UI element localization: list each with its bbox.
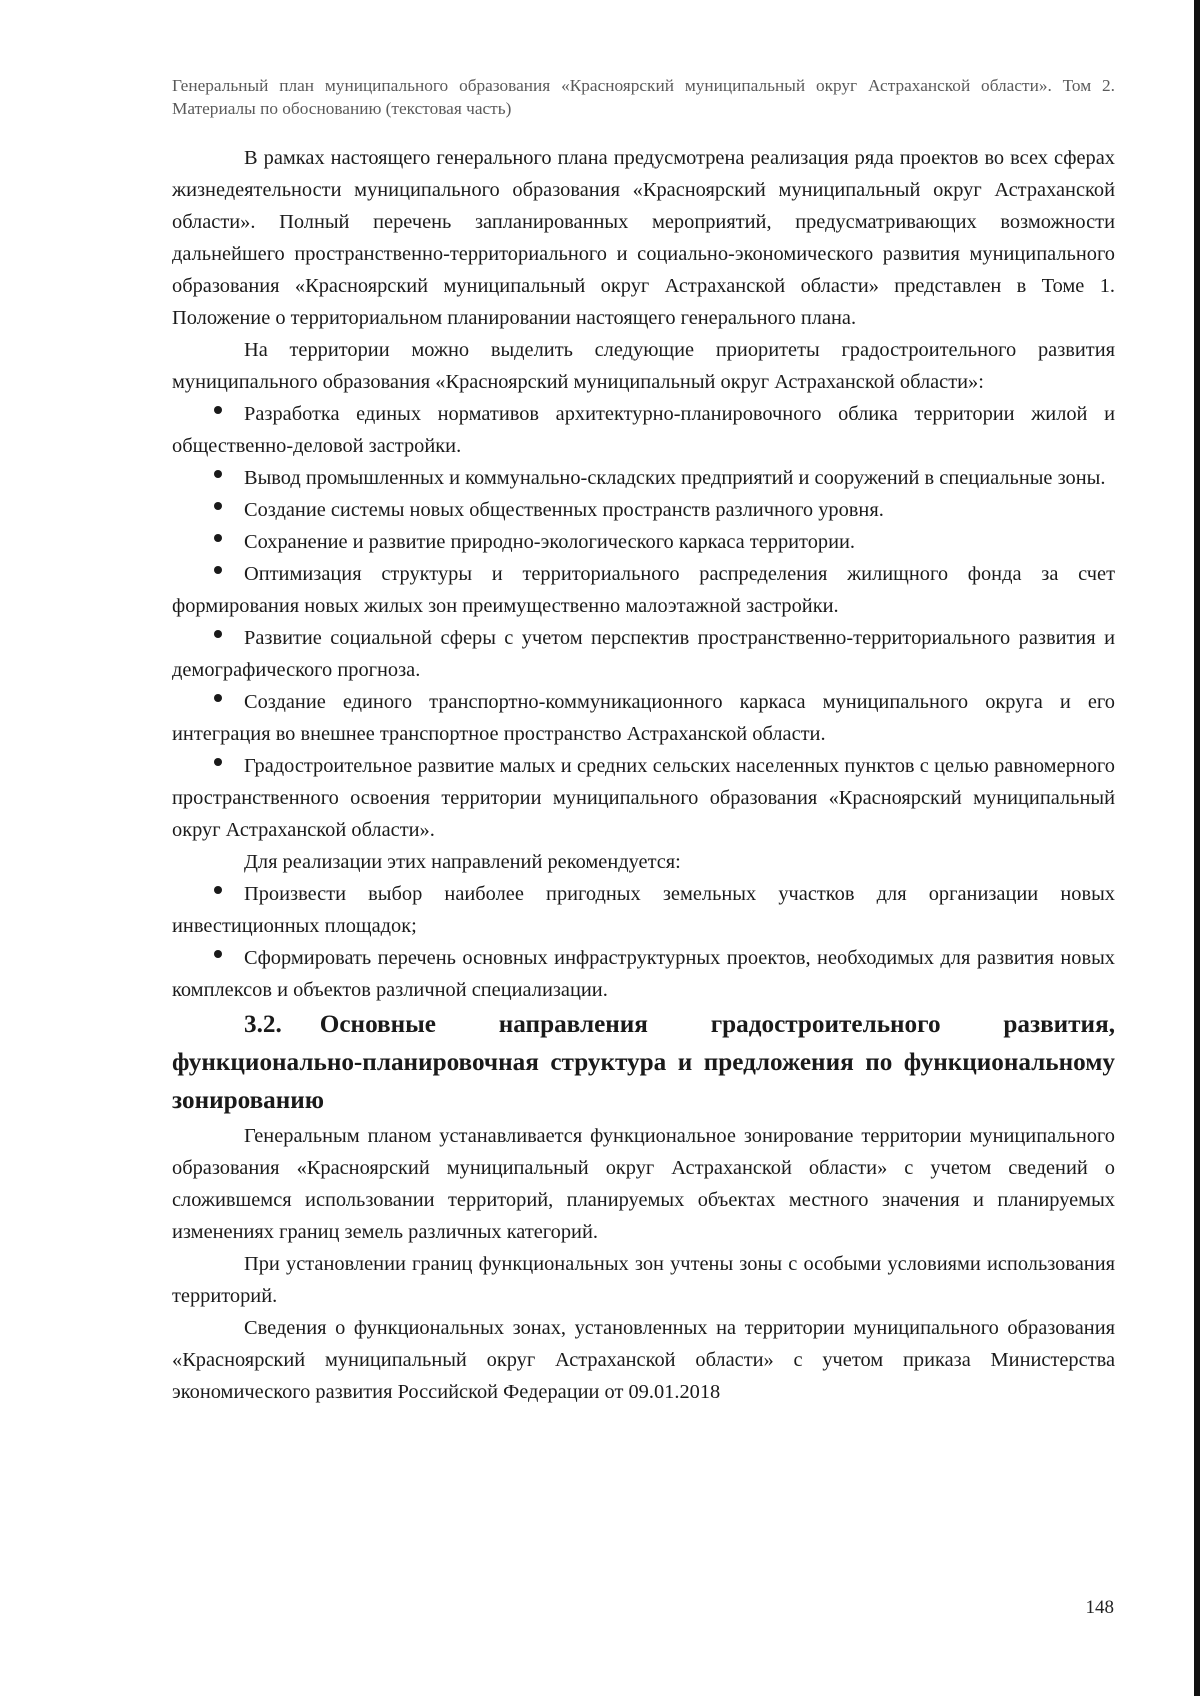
priority-item: Вывод промышленных и коммунально-складских предприятий и сооружений в специальные зоны. xyxy=(244,467,1106,489)
paragraph-zone-boundaries: При установлении границ функциональных зон учтены зоны с особыми условиями использования территорий. xyxy=(172,1253,1115,1307)
section-title: Основные направления градостроительного развития, функционально-планировочная структура и предложения по функциональному зонированию xyxy=(172,1011,1115,1114)
priority-item: Оптимизация структуры и территориального распределения жилищного фонда за счет формирования новых жилых зон преимущественно малоэтажной застройки. xyxy=(172,563,1115,617)
paragraph-priorities-lead: На территории можно выделить следующие приоритеты градостроительного развития муниципального образования «Красноярский муниципальный округ Астраханской области»: xyxy=(172,339,1115,393)
paragraph-recommendations-lead: Для реализации этих направлений рекомендуется: xyxy=(244,851,681,873)
paragraph-zone-info: Сведения о функциональных зонах, установленных на территории муниципального образования «Красноярский муниципальный округ Астраханской области» с учетом приказа Министерства экономического развития Российской Федерации от 09.01.2018 xyxy=(172,1317,1115,1403)
paragraph-zoning: Генеральным планом устанавливается функциональное зонирование территории муниципального образования «Красноярский муниципальный округ Астраханской области» с учетом сведений о сложившемся использовании территорий, планируемых объектах местного значения и планируемых изменениях границ земель различных категорий. xyxy=(172,1125,1115,1243)
running-header: Генеральный план муниципального образования «Красноярский муниципальный округ Астраханской области». Том 2. Материалы по обоснованию (текстовая часть) xyxy=(172,76,1115,118)
scan-edge xyxy=(1194,0,1200,1696)
section-heading xyxy=(172,1006,1115,1120)
priority-item: Разработка единых нормативов архитектурно-планировочного облика территории жилой и общественно-деловой застройки. xyxy=(172,403,1115,457)
paragraph-intro: В рамках настоящего генерального плана предусмотрена реализация ряда проектов во всех сферах жизнедеятельности муниципального образования «Красноярский муниципальный округ Астраханской области». Полный перечень запланированных мероприятий, предусматривающих возможности дальнейшего пространственно-территориального и социально-экономического развития муниципального образования «Красноярский муниципальный округ Астраханской области» представлен в Томе 1. Положение о территориальном планировании настоящего генерального плана. xyxy=(172,147,1115,329)
priority-item: Создание системы новых общественных пространств различного уровня. xyxy=(244,499,884,521)
page-number: 148 xyxy=(1085,1597,1114,1618)
recommendation-item: Произвести выбор наиболее пригодных земельных участков для организации новых инвестиционных площадок; xyxy=(172,883,1115,937)
priority-item: Развитие социальной сферы с учетом перспектив пространственно-территориального развития и демографического прогноза. xyxy=(172,627,1115,681)
section-number: 3.2. xyxy=(244,1011,282,1038)
document-body xyxy=(172,142,1115,1408)
priority-item: Создание единого транспортно-коммуникационного каркаса муниципального округа и его интеграция во внешнее транспортное пространство Астраханской области. xyxy=(172,691,1115,745)
priority-item: Сохранение и развитие природно-экологического каркаса территории. xyxy=(244,531,856,553)
priority-item: Градостроительное развитие малых и средних сельских населенных пунктов с целью равномерного пространственного освоения территории муниципального образования «Красноярский муниципальный округ Астраханской области». xyxy=(172,755,1115,841)
recommendation-item: Сформировать перечень основных инфраструктурных проектов, необходимых для развития новых комплексов и объектов различной специализации. xyxy=(172,947,1115,1001)
